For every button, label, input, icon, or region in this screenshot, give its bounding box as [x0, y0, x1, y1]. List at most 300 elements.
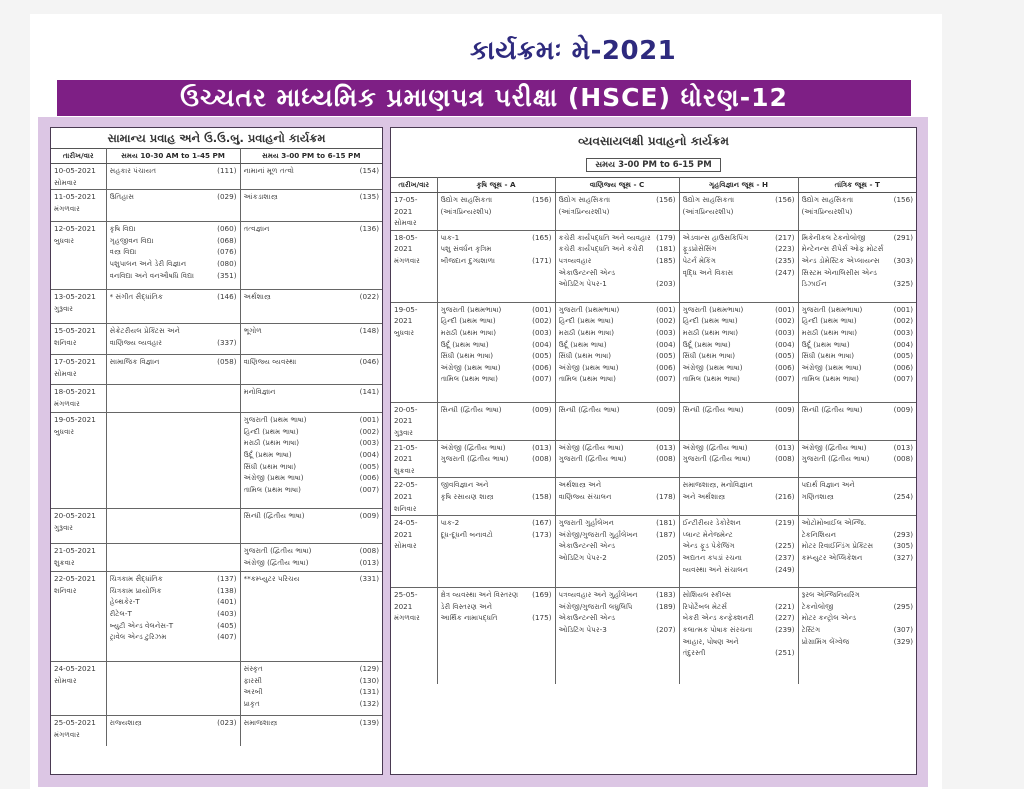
- subject-code: (173): [532, 529, 552, 539]
- morning-cell: [106, 413, 240, 509]
- subject-code: (325): [893, 279, 913, 289]
- afternoon-cell: [240, 572, 382, 662]
- subject-entry: [802, 636, 914, 648]
- subject-code: (005): [775, 351, 795, 361]
- subject-name: મિકેનીકલ ટેકનોલોજી: [801, 232, 866, 242]
- group-cell: [798, 588, 916, 684]
- subject-code: (203): [656, 279, 676, 289]
- subject-code: (158): [532, 491, 552, 501]
- subject-code: (156): [656, 195, 676, 204]
- subject-entry: [244, 675, 380, 687]
- subject-name: અર્થશાસ્ત્ર: [243, 292, 271, 302]
- subject-name: પત્રવ્યવહાર: [558, 255, 592, 265]
- subject-code: (009): [359, 511, 379, 521]
- group-cell: [798, 302, 916, 402]
- subject-code: (148): [359, 326, 379, 336]
- exam-day: ગુરૂવાર: [54, 522, 74, 532]
- subject-code: (171): [532, 255, 552, 265]
- subject-entry: [683, 194, 795, 206]
- subject-code: (006): [775, 362, 795, 372]
- subject-entry: [110, 608, 237, 620]
- subject-code: (006): [359, 473, 379, 483]
- subject-code: (254): [893, 491, 913, 501]
- vocational-stream-title: વ્યવસાયલક્ષી પ્રવાહનો કાર્યક્રમ: [578, 134, 729, 148]
- general-row: [51, 716, 382, 746]
- subject-entry: [559, 540, 676, 552]
- subject-name: પાક-1: [440, 232, 460, 242]
- subject-entry: [110, 573, 237, 585]
- subject-code: (165): [532, 232, 552, 242]
- subject-entry: [683, 315, 795, 327]
- exam-day: ગુરૂવાર: [54, 303, 74, 313]
- subject-name: ગુજરાતી (દ્વિતીય ભાષા): [558, 454, 627, 464]
- subject-name: અંગ્રેજી (દ્વિતીય ભાષા): [440, 442, 506, 452]
- general-col-afternoon: સમય 3-00 PM to 6-15 PM: [240, 149, 382, 164]
- exam-day: ગુરૂવાર: [394, 427, 414, 437]
- subject-entry: [683, 362, 795, 374]
- exam-date: 25-05-2021: [394, 590, 418, 611]
- subject-name: સિંધી (પ્રથમ ભાષા): [801, 351, 855, 361]
- exam-day: મંગળવાર: [54, 729, 80, 739]
- subject-code: (007): [532, 374, 552, 384]
- subject-entry: [559, 206, 676, 218]
- subject-entry: [802, 373, 914, 385]
- morning-cell: [106, 572, 240, 662]
- subject-name: * સંગીત સૈદ્ધાંતિક: [109, 292, 163, 302]
- subject-name: સિસ્ટમ એનાલિસીસ એન્ડ: [801, 267, 877, 277]
- subject-entry: [441, 529, 552, 541]
- subject-name: ગુજરાતી (દ્વિતીય ભાષા): [682, 454, 751, 464]
- vocational-row: [391, 193, 916, 231]
- vocational-col-group: કૃષિ જૂથ - A: [437, 178, 555, 193]
- subject-entry: [244, 717, 380, 729]
- subject-name: સામાજિક વિજ્ઞાન: [109, 357, 160, 367]
- subject-name: સિન્ધી (દ્વિતીય ભાષા): [440, 404, 502, 414]
- general-row: [51, 355, 382, 385]
- subject-name: અદ્યતન કપડાં રચના: [682, 552, 742, 562]
- subject-entry: [244, 545, 380, 557]
- subject-code: (013): [359, 557, 379, 567]
- subject-entry: [244, 191, 380, 203]
- date-cell: [391, 402, 437, 440]
- subject-entry: [683, 339, 795, 351]
- subject-name: અંગ્રેજી (પ્રથમ ભાષા): [440, 362, 501, 372]
- morning-cell: [106, 662, 240, 716]
- general-row: [51, 544, 382, 572]
- subject-entry: [110, 270, 237, 282]
- subject-code: (405): [217, 620, 237, 630]
- subject-name: મનોવિજ્ઞાન: [243, 387, 276, 397]
- vocational-row: [391, 516, 916, 588]
- exam-date: 17-05-2021: [54, 357, 96, 367]
- subject-name: વાણિજ્ય સંચાલન: [558, 491, 612, 501]
- subject-entry: [559, 278, 676, 290]
- exam-date: 11-05-2021: [54, 192, 96, 202]
- subject-code: (058): [217, 357, 237, 367]
- vocational-row: [391, 302, 916, 402]
- subject-code: (002): [532, 316, 552, 326]
- subject-name: ફારસી: [243, 675, 262, 685]
- subject-entry: [244, 223, 380, 235]
- subject-entry: [244, 165, 380, 177]
- subject-entry: [802, 589, 914, 601]
- date-cell: [51, 190, 106, 222]
- subject-name: ઉર્દૂ (પ્રથમ ભાષા): [801, 339, 850, 349]
- exam-date: 20-05-2021: [394, 404, 418, 426]
- subject-name: સિંધી (પ્રથમ ભાષા): [440, 351, 494, 361]
- subject-entry: [559, 612, 676, 624]
- subject-code: (181): [656, 244, 676, 254]
- subject-name: એકાઉન્ટન્સી એન્ડ: [558, 613, 616, 623]
- subject-name: ડિઝાઈન: [801, 279, 827, 289]
- date-cell: [51, 572, 106, 662]
- general-stream-title: સામાન્ય પ્રવાહ અને ઉ.ઉ.બુ. પ્રવાહનો કાર્યક્રમ: [107, 131, 326, 145]
- subject-entry: [244, 356, 380, 368]
- subject-name: મરાઠી (પ્રથમ ભાષા): [558, 327, 615, 337]
- subject-code: (076): [217, 247, 237, 257]
- subject-name: એન્ડ ફૂડ પેકેજિંગ: [682, 541, 735, 551]
- subject-entry: [683, 647, 795, 659]
- subject-code: (007): [775, 374, 795, 384]
- subject-code: (080): [217, 258, 237, 268]
- general-col-date: તારીખ/વાર: [51, 149, 106, 164]
- general-row: [51, 164, 382, 190]
- subject-code: (005): [656, 351, 676, 361]
- exam-date: 21-05-2021: [394, 442, 418, 464]
- date-cell: [391, 588, 437, 684]
- subject-name: કચેરી કાર્યપદ્ધતિ અને વ્યવહાર: [558, 232, 651, 242]
- subject-name: ઉદ્યોગ સાહસિકતા: [682, 195, 735, 204]
- subject-code: (008): [656, 454, 676, 464]
- subject-code: (008): [359, 546, 379, 556]
- date-cell: [391, 440, 437, 478]
- subject-name: ઉર્દૂ (પ્રથમ ભાષા): [682, 339, 731, 349]
- subject-name: હિન્દી (પ્રથમ ભાષા): [440, 316, 496, 326]
- subject-name: પેટર્ન મેકિંગ: [682, 255, 717, 265]
- subject-code: (156): [775, 195, 795, 204]
- subject-entry: [441, 362, 552, 374]
- subject-entry: [244, 426, 380, 438]
- subject-name: ટ્રાવેલ એન્ડ ટુરિઝમ: [109, 632, 167, 642]
- subject-entry: [441, 339, 552, 351]
- subject-name: ઉદ્યોગ સાહસિકતા: [558, 195, 611, 204]
- exam-date: 18-05-2021: [54, 387, 96, 397]
- subject-code: (169): [532, 590, 552, 600]
- subject-name: ચિત્રકામ પ્રાયોગિક: [109, 585, 162, 595]
- general-row: [51, 324, 382, 355]
- subject-name: અરબી: [243, 687, 263, 697]
- subject-entry: [802, 601, 914, 613]
- subject-entry: [683, 624, 795, 636]
- subject-name: ભૂગોળ: [243, 326, 262, 336]
- afternoon-cell: [240, 662, 382, 716]
- subject-code: (291): [893, 232, 913, 242]
- subject-entry: [110, 620, 237, 632]
- subject-entry: [441, 350, 552, 362]
- subject-code: (403): [217, 608, 237, 618]
- subject-name: અંગ્રેજી (દ્વિતીય ભાષા): [682, 442, 748, 452]
- subject-entry: [110, 291, 237, 303]
- subject-name: આર્થિક નામાપદ્ધતિ: [440, 613, 498, 623]
- subject-entry: [110, 246, 237, 258]
- group-cell: [679, 193, 798, 231]
- subject-name: (આંત્રપ્રિન્યરશીપ): [558, 206, 610, 216]
- subject-entry: [441, 479, 552, 491]
- subject-entry: [441, 491, 552, 503]
- subject-entry: [683, 206, 795, 218]
- subject-name: કમ્પ્યુટર એપ્લિકેશન: [801, 552, 863, 562]
- exam-day: બુધવાર: [394, 327, 415, 337]
- subject-entry: [683, 552, 795, 564]
- subject-entry: [683, 327, 795, 339]
- subject-entry: [802, 243, 914, 255]
- subject-code: (219): [775, 518, 795, 528]
- general-stream-table: [50, 127, 383, 775]
- subject-code: (007): [893, 374, 913, 384]
- exam-date: 19-05-2021: [394, 304, 418, 326]
- subject-name: ઓડિટિંગ પેપર-3: [558, 624, 607, 634]
- subject-entry: [559, 552, 676, 564]
- subject-entry: [244, 510, 380, 522]
- subject-entry: [244, 291, 380, 303]
- subject-entry: [559, 315, 676, 327]
- subject-entry: [244, 663, 380, 675]
- subject-name: સંસ્કૃત: [243, 664, 263, 674]
- subject-name: પ્લાન્ટ મેનેજમેન્ટ: [682, 529, 733, 539]
- subject-entry: [802, 552, 914, 564]
- subject-name: ડેરી વિસ્તરણ અને: [440, 601, 493, 611]
- subject-name: સિંધી (પ્રથમ ભાષા): [558, 351, 612, 361]
- subject-name: વૃદ્ધિ અને વિકાસ: [682, 267, 734, 277]
- subject-entry: [441, 442, 552, 454]
- subject-entry: [244, 472, 380, 484]
- subject-name: સિન્ધી (દ્વિતીય ભાષા): [558, 404, 620, 414]
- subject-entry: [683, 404, 795, 416]
- morning-cell: [106, 164, 240, 190]
- subject-entry: [559, 589, 676, 601]
- subject-name: નામાનાં મૂળ તત્વો: [243, 166, 294, 175]
- subject-code: (251): [775, 648, 795, 658]
- afternoon-cell: [240, 385, 382, 413]
- group-cell: [437, 402, 555, 440]
- afternoon-cell: [240, 413, 382, 509]
- subject-entry: [802, 491, 914, 503]
- group-cell: [555, 402, 679, 440]
- date-cell: [51, 716, 106, 746]
- subject-name: પશુ સંવર્ધન કૃત્રિમ: [440, 244, 492, 254]
- date-cell: [391, 516, 437, 588]
- subject-code: (022): [359, 292, 379, 302]
- group-cell: [555, 440, 679, 478]
- group-cell: [437, 478, 555, 516]
- subject-name: ફૂડપ્રોસેસિંગ: [682, 244, 717, 254]
- subject-code: (207): [656, 624, 676, 634]
- exam-day: શુક્રવાર: [54, 557, 75, 567]
- afternoon-cell: [240, 355, 382, 385]
- subject-entry: [559, 304, 676, 316]
- subject-name: આંકડાશાસ્ત્ર: [243, 192, 278, 202]
- subject-code: (247): [775, 267, 795, 277]
- subject-entry: [683, 529, 795, 541]
- date-cell: [51, 355, 106, 385]
- subject-entry: [802, 339, 914, 351]
- subject-entry: [441, 453, 552, 465]
- subject-entry: [559, 517, 676, 529]
- subject-entry: [802, 194, 914, 206]
- subject-entry: [559, 327, 676, 339]
- subject-name: હિન્દી (પ્રથમ ભાષા): [682, 316, 738, 326]
- subject-code: (303): [893, 255, 913, 265]
- subject-name: કલાત્મક પોષાક સંરચના: [682, 624, 753, 634]
- subject-entry: [110, 258, 237, 270]
- subject-name: વનવિદ્યા અને વનઔષધિ વિદ્યા: [109, 270, 194, 280]
- subject-code: (004): [532, 339, 552, 349]
- exam-day: બુધવાર: [54, 426, 75, 436]
- subject-name: આહાર, પોષણ અને: [682, 636, 739, 646]
- exam-day: મંગળવાર: [54, 398, 80, 408]
- group-cell: [437, 193, 555, 231]
- subject-entry: [683, 601, 795, 613]
- exam-day: શનિવાર: [394, 503, 417, 513]
- exam-date: 15-05-2021: [54, 326, 96, 336]
- subject-name: સિન્ધી (દ્વિતીય ભાષા): [243, 511, 305, 521]
- general-row: [51, 662, 382, 716]
- exam-day: બુધવાર: [54, 235, 75, 245]
- date-cell: [391, 478, 437, 516]
- subject-code: (223): [775, 244, 795, 254]
- subject-entry: [559, 453, 676, 465]
- exam-date: 12-05-2021: [54, 224, 96, 234]
- group-cell: [798, 193, 916, 231]
- exam-date: 24-05-2021: [54, 664, 96, 674]
- subject-entry: [559, 243, 676, 255]
- general-row: [51, 290, 382, 324]
- afternoon-cell: [240, 324, 382, 355]
- subject-code: (001): [893, 304, 913, 314]
- subject-entry: [441, 404, 552, 416]
- subject-entry: [683, 564, 795, 576]
- subject-entry: [110, 165, 237, 177]
- subject-entry: [683, 479, 795, 491]
- date-cell: [51, 385, 106, 413]
- subject-entry: [802, 529, 914, 541]
- subject-code: (046): [359, 357, 379, 367]
- date-cell: [51, 164, 106, 190]
- subject-name: અંગ્રેજી (દ્વિતીય ભાષા): [558, 442, 624, 452]
- subject-name: એકાઉન્ટન્સી એન્ડ: [558, 541, 616, 551]
- subject-name: હિન્દી (પ્રથમ ભાષા): [243, 426, 299, 436]
- subject-name: કૃષિ વિદ્યા: [109, 224, 136, 234]
- exam-day: મંગળવાર: [54, 203, 80, 213]
- subject-code: (009): [532, 404, 552, 414]
- subject-name: પશુપાલન અને ડેરી વિજ્ઞાન: [109, 258, 187, 268]
- subject-entry: [559, 339, 676, 351]
- subject-entry: [441, 243, 552, 255]
- subject-code: (005): [359, 461, 379, 471]
- vocational-col-group: વાણિજ્ય જૂથ - C: [555, 178, 679, 193]
- subject-entry: [110, 337, 237, 349]
- subject-code: (337): [217, 337, 237, 347]
- subject-name: ઓડિટિંગ પેપર-2: [558, 552, 607, 562]
- subject-entry: [802, 404, 914, 416]
- morning-cell: [106, 385, 240, 413]
- subject-code: (060): [217, 224, 237, 234]
- subject-code: (175): [532, 613, 552, 623]
- subject-code: (007): [656, 374, 676, 384]
- subject-entry: [683, 636, 795, 648]
- subject-entry: [441, 589, 552, 601]
- subject-code: (004): [656, 339, 676, 349]
- subject-code: (003): [532, 327, 552, 337]
- subject-code: (006): [656, 362, 676, 372]
- subject-name: ઉતિહાસ: [109, 192, 135, 202]
- subject-name: ગૃહજીવન વિદ્યા: [109, 235, 154, 245]
- morning-cell: [106, 222, 240, 290]
- subject-code: (013): [893, 442, 913, 452]
- subject-code: (307): [893, 624, 913, 634]
- subject-name: હેલ્થકેર-T: [109, 597, 140, 607]
- subject-entry: [441, 601, 552, 613]
- subject-name: દૂધ-દૂધની બનાવટો: [440, 529, 493, 539]
- subject-entry: [683, 255, 795, 267]
- morning-cell: [106, 324, 240, 355]
- subject-name: વાણિજ્ય વ્યવહાર: [109, 337, 163, 347]
- subject-name: (આંત્રપ્રિન્યરશીપ): [801, 206, 853, 216]
- subject-code: (154): [359, 166, 379, 175]
- date-cell: [51, 662, 106, 716]
- subject-code: (029): [217, 192, 237, 202]
- exam-date: 25-05-2021: [54, 718, 96, 728]
- subject-name: અંગ્રેજી (પ્રથમ ભાષા): [243, 473, 304, 483]
- exam-day: સોમવાર: [394, 541, 417, 551]
- subject-name: મરાઠી (પ્રથમ ભાષા): [243, 438, 300, 448]
- exam-date: 22-05-2021: [394, 480, 418, 501]
- subject-entry: [244, 573, 380, 585]
- subject-entry: [559, 624, 676, 636]
- group-cell: [437, 440, 555, 478]
- subject-code: (156): [893, 195, 913, 204]
- date-cell: [51, 324, 106, 355]
- subject-entry: [683, 442, 795, 454]
- subject-name: સિંધી (પ્રથમ ભાષા): [243, 461, 297, 471]
- subject-name: તામિલ (પ્રથમ ભાષા): [558, 374, 616, 384]
- subject-entry: [559, 373, 676, 385]
- subject-entry: [802, 479, 914, 491]
- subject-name: મરાઠી (પ્રથમ ભાષા): [801, 327, 858, 337]
- subject-entry: [441, 517, 552, 529]
- exam-day: શનિવાર: [54, 337, 77, 347]
- exam-day: મંગળવાર: [394, 255, 420, 265]
- subject-name: જીવવિજ્ઞાન અને: [440, 480, 489, 490]
- subject-entry: [244, 484, 380, 496]
- subject-entry: [244, 437, 380, 449]
- subject-name: તામિલ (પ્રથમ ભાષા): [801, 374, 859, 384]
- subject-entry: [802, 540, 914, 552]
- subject-code: (009): [656, 404, 676, 414]
- schedule-heading: કાર્યક્રમઃ મે-2021: [470, 36, 677, 66]
- group-cell: [798, 230, 916, 302]
- morning-cell: [106, 190, 240, 222]
- subject-entry: [244, 325, 380, 337]
- subject-code: (008): [775, 454, 795, 464]
- subject-code: (001): [532, 304, 552, 314]
- subject-code: (003): [775, 327, 795, 337]
- exam-date: 17-05-2021: [394, 195, 418, 216]
- subject-code: (167): [532, 518, 552, 528]
- subject-name: ચિત્રકામ સૈદ્ધાંતિક: [109, 574, 163, 584]
- morning-cell: [106, 355, 240, 385]
- subject-code: (068): [217, 235, 237, 245]
